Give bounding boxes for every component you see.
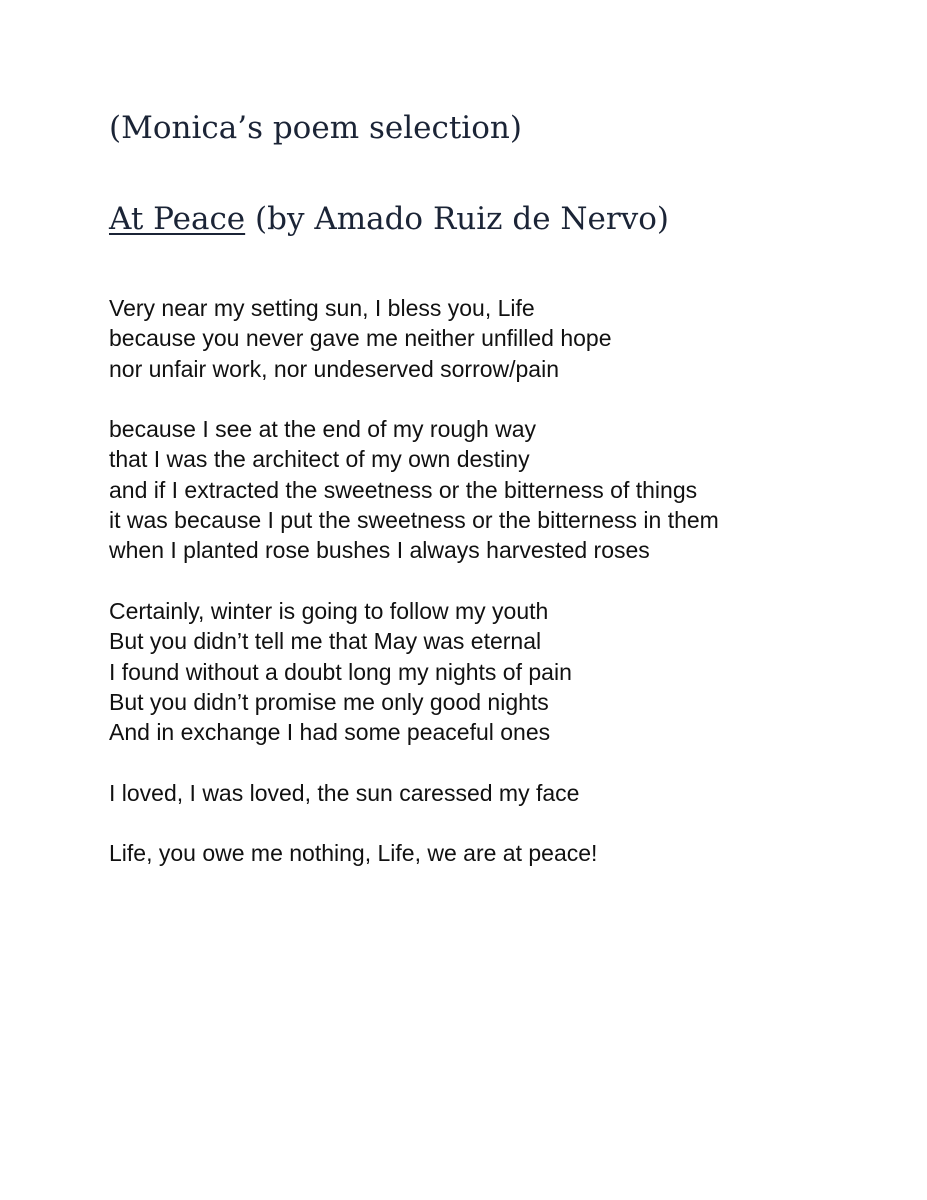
poem-line: because you never gave me neither unfilled hope [109,325,612,352]
stanza [109,778,719,808]
poem-body [109,293,719,899]
page-subtitle: (Monica’s poem selection) [109,110,522,146]
stanza [109,838,719,868]
poem-line: Very near my setting sun, I bless you, Life [109,295,535,321]
poem-line: Certainly, winter is going to follow my youth [109,597,549,624]
poem-heading [109,199,669,239]
poem-line: But you didn’t tell me that May was eternal [109,628,542,655]
poem-line: I found without a doubt long my nights of pain [109,658,572,685]
author-credit: (by Amado Ruiz de Nervo) [255,201,669,237]
poem-line: because I see at the end of my rough way [109,416,537,443]
poem-line: And in exchange I had some peaceful ones [109,719,551,746]
stanza [109,414,719,565]
poem-line: it was because I put the sweetness or the bitterness in them [109,507,719,534]
poem-line: nor unfair work, nor undeserved sorrow/pain [109,355,560,382]
poem-line: Life, you owe me nothing, Life, we are at peace! [109,840,598,867]
poem-line: that I was the architect of my own destiny [109,446,530,473]
poem-line: I loved, I was loved, the sun caressed my face [109,779,580,806]
stanza [109,596,719,747]
poem-line: and if I extracted the sweetness or the bitterness of things [109,476,698,503]
poem-line: when I planted rose bushes I always harvested roses [109,537,650,564]
poem-title-link[interactable]: At Peace [109,201,246,237]
poem-line: But you didn’t promise me only good nights [109,688,549,715]
stanza [109,293,719,384]
